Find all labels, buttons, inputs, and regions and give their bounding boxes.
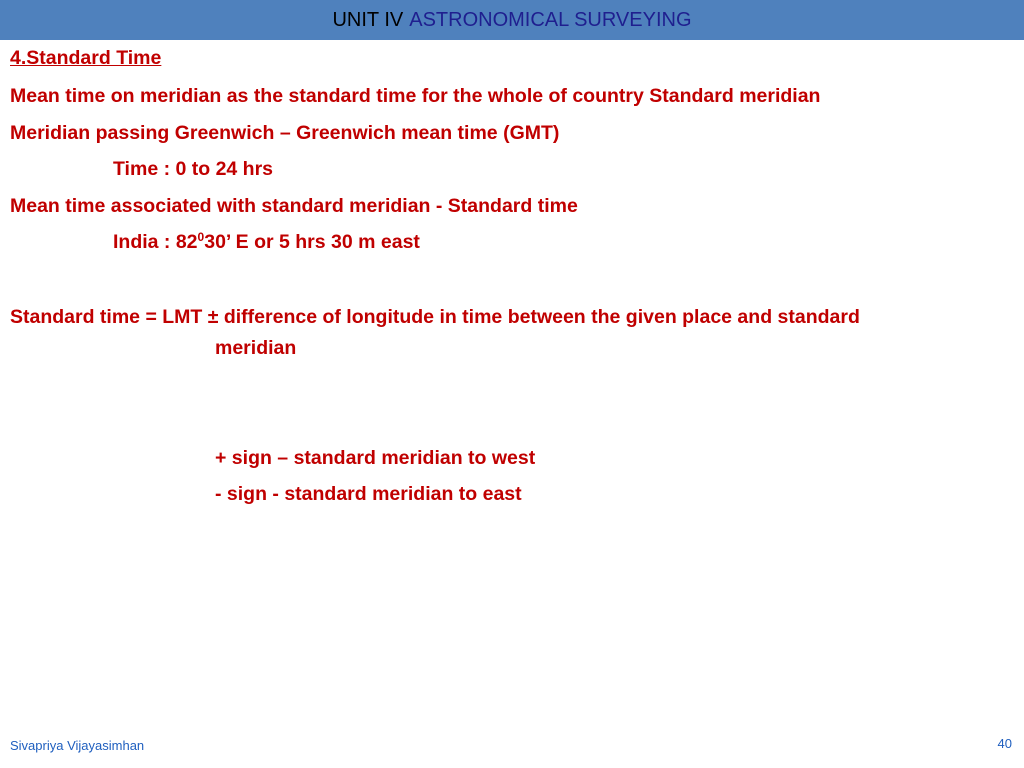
text-line-5 <box>113 230 420 254</box>
title-bar <box>0 0 1024 40</box>
formula-line-1: Standard time = LMT ± difference of longitude in time between the given place and standard <box>10 306 860 328</box>
text-line-3: Time : 0 to 24 hrs <box>113 158 274 180</box>
sign-minus-line: - sign - standard meridian to east <box>215 483 522 505</box>
slide-title: ASTRONOMICAL SURVEYING <box>409 8 692 31</box>
unit-label: UNIT IV <box>332 8 404 31</box>
section-heading: 4.Standard Time <box>10 47 162 69</box>
page-number: 40 <box>997 736 1012 751</box>
india-longitude-prefix: India : 82 <box>113 231 198 253</box>
text-line-2: Meridian passing Greenwich – Greenwich mean time (GMT) <box>10 122 560 144</box>
text-line-4: Mean time associated with standard meridian - Standard time <box>10 195 578 217</box>
footer-author: Sivapriya Vijayasimhan <box>10 738 145 753</box>
text-line-1: Mean time on meridian as the standard time for the whole of country Standard meridian <box>10 85 821 107</box>
sign-plus-line: + sign – standard meridian to west <box>215 447 536 469</box>
india-longitude-suffix: 30’ E or 5 hrs 30 m east <box>204 231 420 253</box>
formula-line-2: meridian <box>215 337 297 359</box>
degree-superscript: 0 <box>197 230 205 244</box>
